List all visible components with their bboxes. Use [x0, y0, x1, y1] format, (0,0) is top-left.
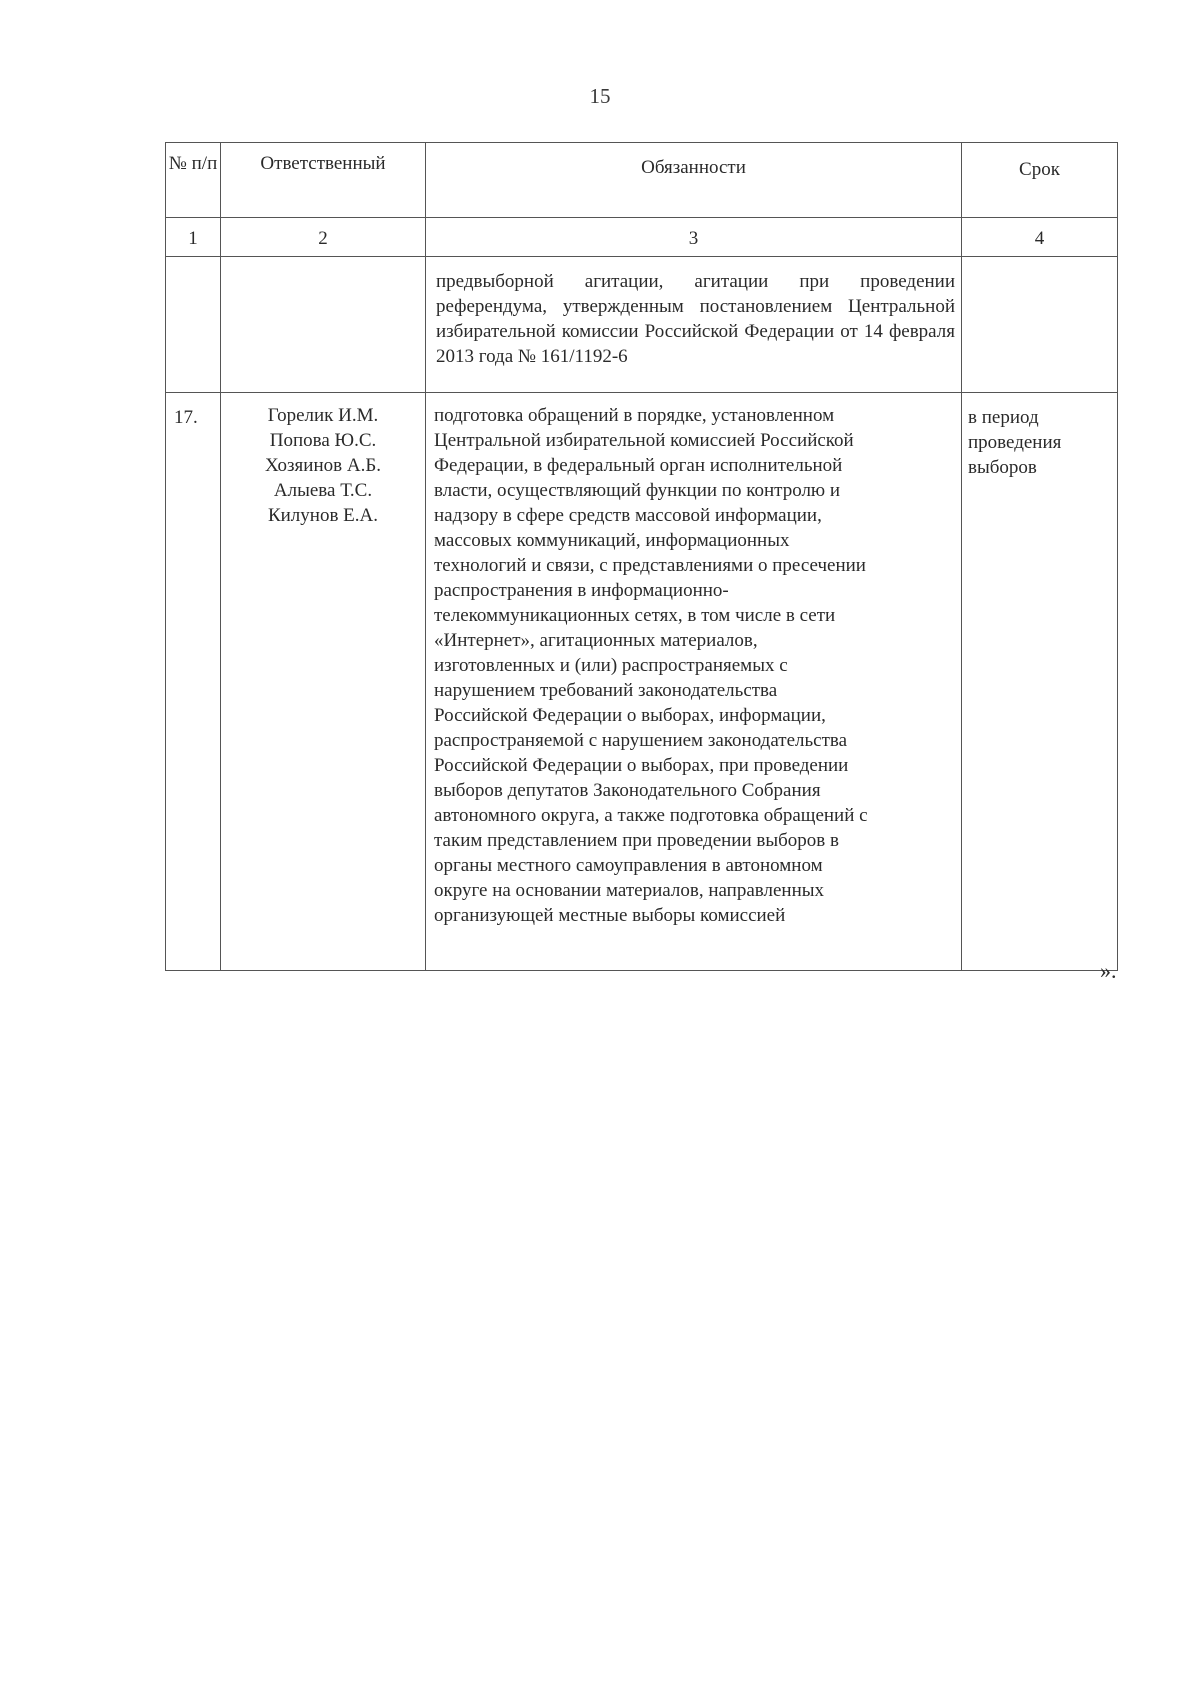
term-cell: [962, 393, 1118, 971]
responsible-person: Алыева Т.С.: [273, 480, 373, 501]
continuation-row: [166, 257, 1118, 393]
table-header-row: [166, 143, 1118, 218]
header-term: Срок: [962, 143, 1118, 218]
duties-line: массовых коммуникаций, информационных: [434, 530, 790, 551]
duties-line: Российской Федерации о выборах, информации,: [434, 705, 826, 726]
duties-line: распространения в информационно-: [434, 580, 729, 601]
duties-line: власти, осуществляющий функции по контролю и: [434, 480, 841, 501]
column-number: 4: [962, 218, 1118, 257]
duties-line: Российской Федерации о выборах, при проведении: [434, 755, 849, 776]
duties-line: подготовка обращений в порядке, установленном: [434, 405, 835, 426]
closing-quote-mark: ».: [1100, 958, 1117, 983]
duties-text: [426, 393, 962, 971]
duties-line: нарушением требований законодательства: [434, 680, 778, 701]
column-number-row: [166, 218, 1118, 257]
duties-line: автономного округа, а также подготовка обращений с: [434, 805, 868, 826]
continuation-num-cell: [166, 257, 221, 393]
duties-line: распространяемой с нарушением законодательства: [434, 730, 848, 751]
column-number: 3: [426, 218, 962, 257]
duties-line: технологий и связи, с представлениями о пресечении: [434, 555, 866, 576]
continuation-term-cell: [962, 257, 1118, 393]
duties-line: органы местного самоуправления в автономном: [434, 855, 823, 876]
duties-line: Центральной избирательной комиссией Российской: [434, 430, 854, 451]
responsible-person: Хозяинов А.Б.: [265, 455, 381, 476]
term-line: выборов: [968, 457, 1037, 478]
duties-line: «Интернет», агитационных материалов,: [434, 630, 758, 651]
term-line: проведения: [968, 432, 1062, 453]
page-number: 15: [589, 84, 611, 108]
duties-line: надзору в сфере средств массовой информации,: [434, 505, 822, 526]
responsible-person: Килунов Е.А.: [267, 505, 379, 526]
header-duties: Обязанности: [426, 143, 962, 218]
duties-line: изготовленных и (или) распространяемых с: [434, 655, 788, 676]
row-number: 17.: [166, 393, 221, 971]
responsible-list: [221, 393, 426, 971]
continuation-responsible-cell: [221, 257, 426, 393]
term-line: в период: [968, 407, 1039, 428]
duties-line: выборов депутатов Законодательного Собрания: [434, 780, 821, 801]
responsible-person: Горелик И.М.: [267, 405, 379, 426]
duties-line: Федерации, в федеральный орган исполнительной: [434, 455, 843, 476]
column-number: 2: [221, 218, 426, 257]
continuation-duties: предвыборной агитации, агитации при проведении референдума, утвержденным постановлением Центральной избирательной комиссии Российской Федерации от 14 февраля 2013 года № 161/1192-6: [426, 257, 962, 393]
duties-line: таким представлением при проведении выборов в: [434, 830, 839, 851]
column-number: 1: [166, 218, 221, 257]
table-row: [166, 393, 1118, 971]
header-num: № п/п: [166, 143, 221, 218]
responsible-person: Попова Ю.С.: [269, 430, 377, 451]
duties-line: округе на основании материалов, направленных: [434, 880, 825, 901]
duties-line: телекоммуникационных сетях, в том числе в сети: [434, 605, 836, 626]
header-responsible: Ответственный: [221, 143, 426, 218]
duties-line: организующей местные выборы комиссией: [434, 905, 786, 926]
duties-table: [165, 142, 1118, 971]
